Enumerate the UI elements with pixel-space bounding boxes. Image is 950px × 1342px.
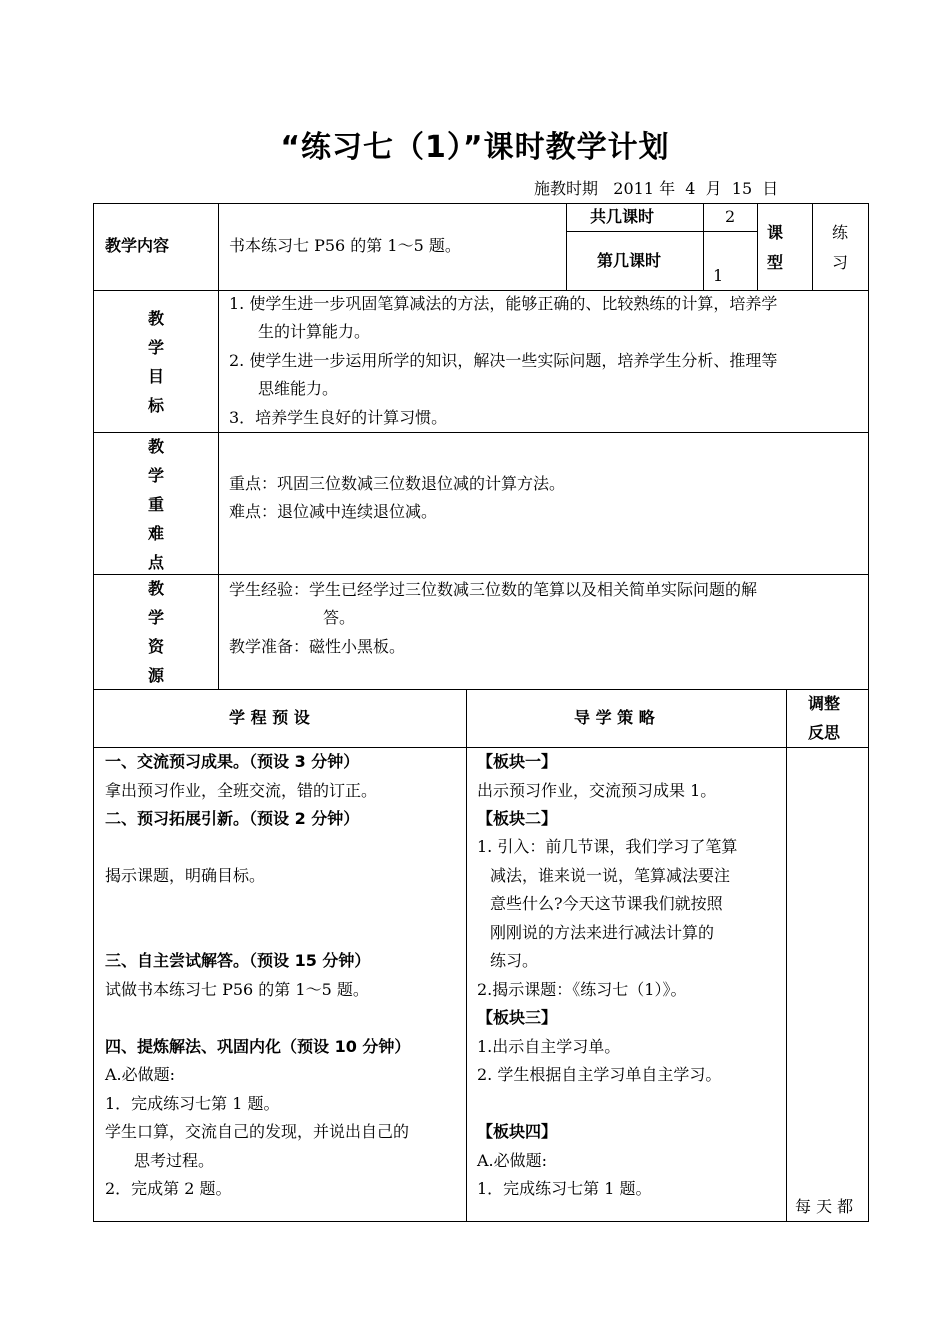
learning-line: 2．完成第 2 题。 (105, 1179, 232, 1198)
learning-line: 拿出预习作业，全班交流，错的订正。 (105, 781, 378, 800)
guide-line: 练习。 (490, 951, 539, 970)
key-point-line: 难点：退位减中连续退位减。 (229, 502, 438, 521)
guide-line: 2.揭示课题：《练习七（1）》。 (477, 980, 687, 999)
learning-line: 一、交流预习成果。（预设 3 分钟） (105, 752, 360, 771)
goal-line: 1. 使学生进一步巩固笔算减法的方法，能够正确的、比较熟练的计算，培养学 (229, 294, 778, 313)
resource-line: 答。 (323, 608, 356, 627)
resources-label: 教 学 资 源 (147, 579, 164, 685)
learning-line: 试做书本练习七 P56 的第 1～5 题。 (105, 980, 369, 999)
learning-line: 学生口算，交流自己的发现，并说出自己的 (105, 1122, 410, 1141)
goal-line: 生的计算能力。 (258, 322, 371, 341)
key-point-line: 重点：巩固三位数减三位数退位减的计算方法。 (229, 474, 566, 493)
guide-line: 减法，谁来说一说，笔算减法要注 (490, 866, 731, 885)
key-points-label: 教 学 重 难 点 (147, 437, 164, 572)
type-value-char: 练 (832, 223, 849, 242)
guide-line: 出示预习作业，交流预习成果 1。 (477, 781, 717, 800)
content-value: 书本练习七 P56 的第 1～5 题。 (229, 236, 461, 255)
total-lessons-value: 2 (725, 207, 736, 226)
learning-line: 三、自主尝试解答。（预设 15 分钟） (105, 951, 371, 970)
resource-line: 学生经验：学生已经学过三位数减三位数的笔算以及相关简单实际问题的解 (229, 580, 758, 599)
learning-line: 四、提炼解法、巩固内化（预设 10 分钟） (105, 1037, 411, 1056)
type-label-char: 课 (767, 223, 784, 242)
page-title: “练习七（1）”课时教学计划 (280, 130, 670, 165)
guide-line: 1.出示自主学习单。 (477, 1037, 621, 1056)
guide-line: 1．完成练习七第 1 题。 (477, 1179, 652, 1198)
learning-column-header: 学 程 预 设 (229, 708, 310, 727)
learning-line: 1．完成练习七第 1 题。 (105, 1094, 280, 1113)
guide-line: 1. 引入：前几节课，我们学习了笔算 (477, 837, 738, 856)
guide-line: 【板块二】 (477, 809, 558, 828)
learning-line: A.必做题: (105, 1065, 176, 1084)
lesson-no-label: 第几课时 (597, 251, 662, 270)
reflect-text: 每 天 都 (795, 1197, 854, 1216)
guide-line: 【板块一】 (477, 752, 558, 771)
goals-label: 教 学 目 标 (147, 309, 164, 415)
content-label: 教学内容 (105, 236, 170, 255)
resource-line: 教学准备：磁性小黑板。 (229, 637, 406, 656)
date-line: 施教时期 2011 年 4 月 15 日 (534, 179, 779, 198)
reflect-column-header: 反思 (808, 723, 841, 742)
learning-line: 二、预习拓展引新。（预设 2 分钟） (105, 809, 360, 828)
learning-line: 思考过程。 (134, 1151, 215, 1170)
guide-column-header: 导 学 策 略 (574, 708, 655, 727)
guide-line: 【板块四】 (477, 1122, 558, 1141)
goal-line: 思维能力。 (258, 379, 339, 398)
reflect-column-header: 调整 (808, 694, 841, 713)
lesson-no-value: 1 (713, 266, 724, 285)
guide-line: 意些什么?今天这节课我们就按照 (490, 894, 723, 913)
goal-line: 2. 使学生进一步运用所学的知识，解决一些实际问题，培养学生分析、推理等 (229, 351, 778, 370)
total-lessons-label: 共几课时 (590, 207, 655, 226)
type-label-char: 型 (767, 253, 784, 272)
learning-line: 揭示课题，明确目标。 (105, 866, 266, 885)
type-value-char: 习 (832, 253, 849, 272)
guide-line: 刚刚说的方法来进行减法计算的 (490, 923, 715, 942)
guide-line: 2. 学生根据自主学习单自主学习。 (477, 1065, 722, 1084)
guide-line: 【板块三】 (477, 1008, 558, 1027)
goal-line: 3．培养学生良好的计算习惯。 (229, 408, 448, 427)
guide-line: A.必做题: (477, 1151, 548, 1170)
